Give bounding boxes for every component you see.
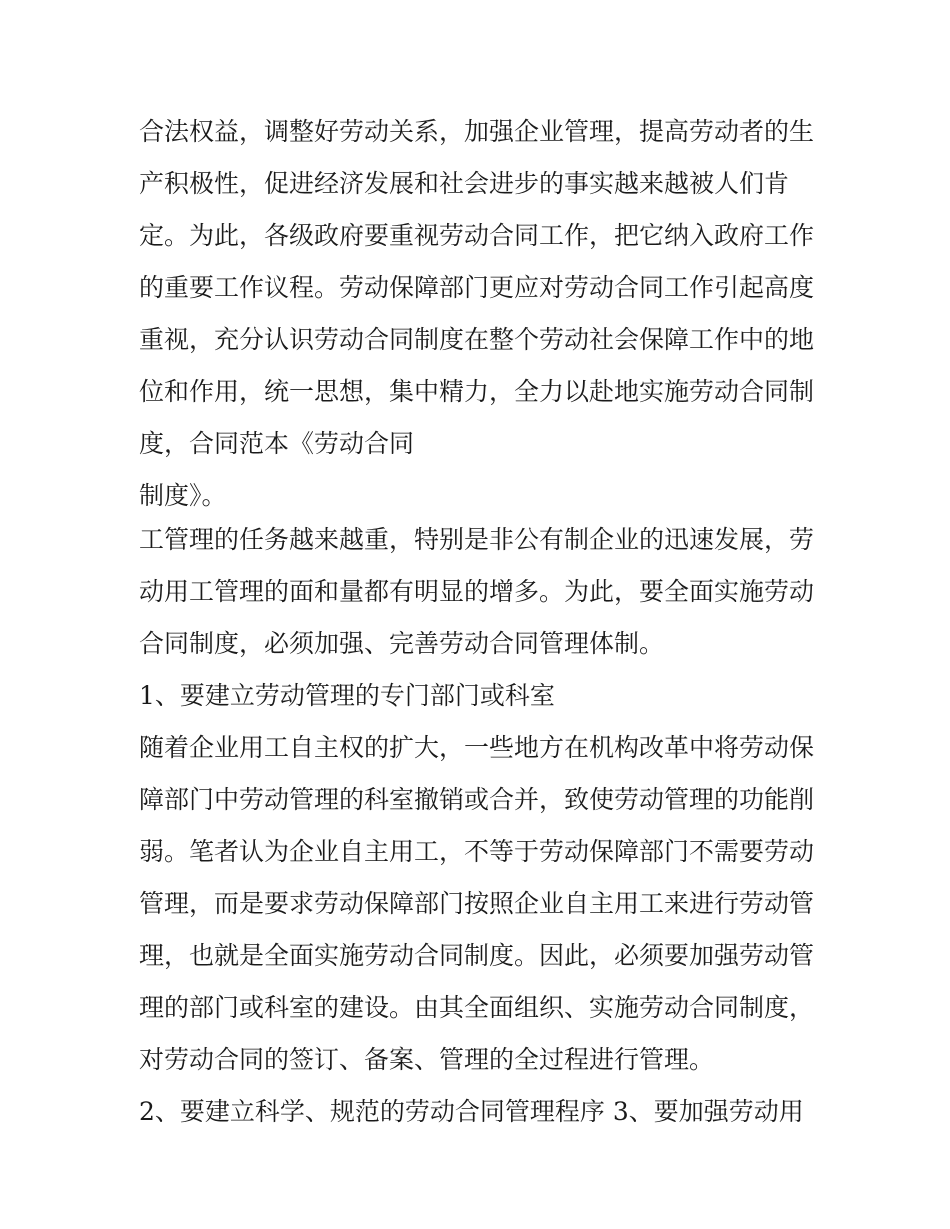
text-line: 产积极性，促进经济发展和社会进步的事实越来越被人们肯 — [139, 169, 790, 198]
text-line: 弱。笔者认为企业自主用工，不等于劳动保障部门不需要劳动 — [139, 837, 815, 866]
section-heading-1: 1、要建立劳动管理的专门部门或科室 — [139, 681, 555, 710]
text-line: 合法权益，调整好劳动关系，加强企业管理，提高劳动者的生 — [139, 117, 815, 146]
text-line: 对劳动合同的签订、备案、管理的全过程进行管理。 — [139, 1045, 715, 1074]
text-line: 理的部门或科室的建设。由其全面组织、实施劳动合同制度， — [139, 993, 815, 1022]
text-line: 随着企业用工自主权的扩大，一些地方在机构改革中将劳动保 — [139, 733, 815, 762]
text-line: 管理，而是要求劳动保障部门按照企业自主用工来进行劳动管 — [139, 889, 815, 918]
text-line: 度，合同范本《劳动合同 — [139, 429, 415, 458]
text-line: 的重要工作议程。劳动保障部门更应对劳动合同工作引起高度 — [139, 273, 815, 302]
text-line: 理，也就是全面实施劳动合同制度。因此，必须要加强劳动管 — [139, 941, 815, 970]
section-heading-2: 2、要建立科学、规范的劳动合同管理程序 3、要加强劳动用 — [139, 1097, 804, 1126]
text-line: 制度》。 — [139, 481, 227, 510]
text-line: 定。为此，各级政府要重视劳动合同工作，把它纳入政府工作 — [139, 221, 815, 250]
document-body — [139, 106, 819, 1138]
text-line: 重视，充分认识劳动合同制度在整个劳动社会保障工作中的地 — [139, 325, 815, 354]
text-line: 位和作用，统一思想，集中精力，全力以赴地实施劳动合同制 — [139, 377, 815, 406]
text-line: 合同制度，必须加强、完善劳动合同管理体制。 — [139, 629, 665, 658]
text-line: 动用工管理的面和量都有明显的增多。为此，要全面实施劳动 — [139, 577, 815, 606]
text-line: 工管理的任务越来越重，特别是非公有制企业的迅速发展，劳 — [139, 525, 815, 554]
text-line: 障部门中劳动管理的科室撤销或合并，致使劳动管理的功能削 — [139, 785, 815, 814]
